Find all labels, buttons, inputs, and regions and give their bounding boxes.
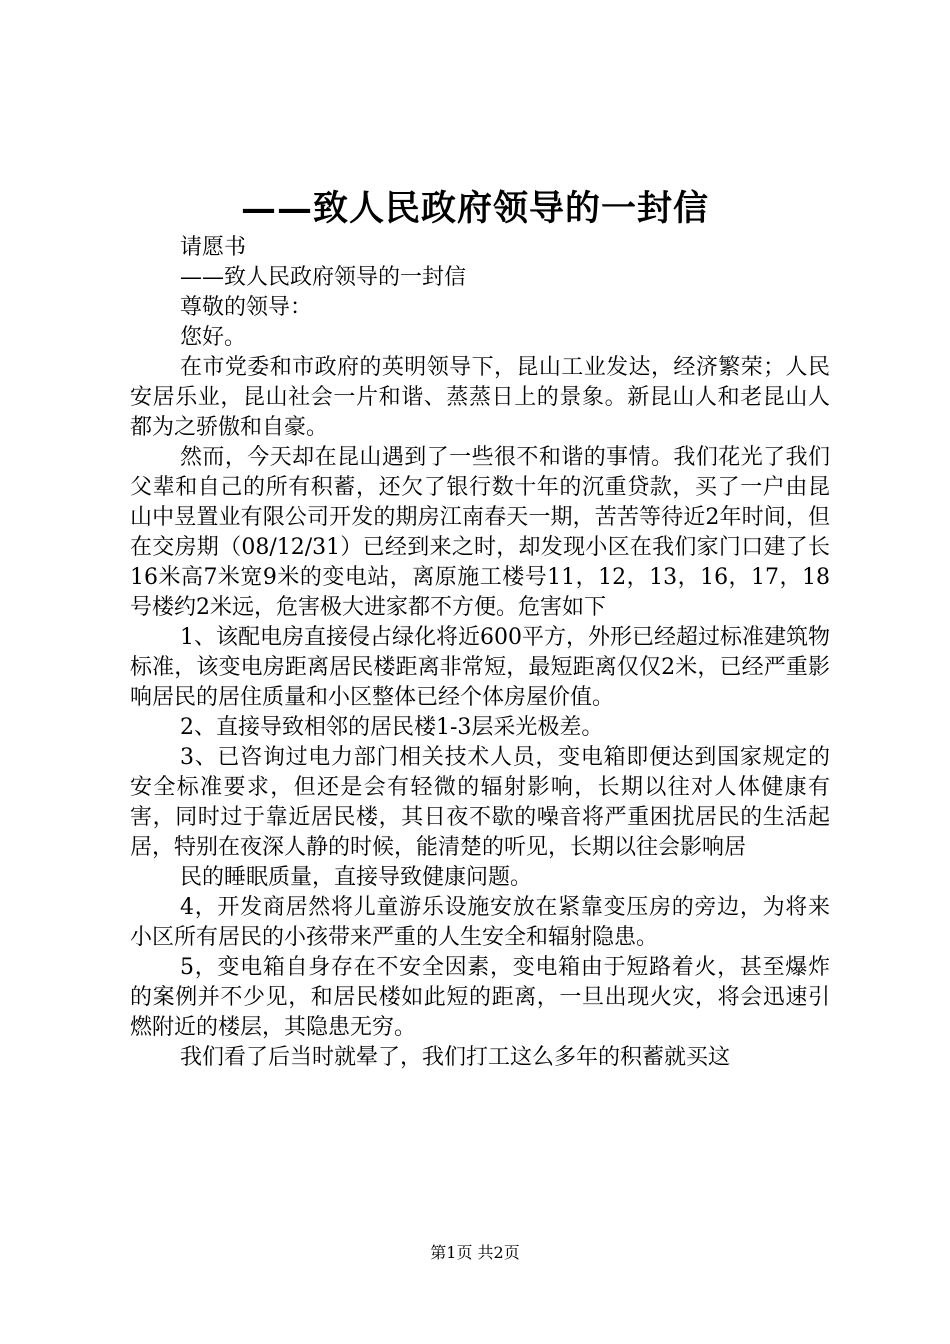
paragraph: 3、已咨询过电力部门相关技术人员，变电箱即便达到国家规定的安全标准要求，但还是会有轻微的辐射影响，长期以往对人体健康有害，同时过于靠近居民楼，其日夜不歇的噪音将严重困扰居民的生活起居，特别在夜深人静的时候，能清楚的听见，长期以往会影响居 bbox=[130, 745, 830, 860]
document-body bbox=[130, 233, 830, 1073]
document-title: ——致人民政府领导的一封信 bbox=[240, 188, 709, 229]
paragraph: 我们看了后当时就晕了，我们打工这么多年的积蓄就买这 bbox=[180, 1045, 731, 1070]
paragraph-heading: 请愿书 bbox=[180, 235, 247, 260]
paragraph: 在市党委和市政府的英明领导下，昆山工业发达，经济繁荣；人民安居乐业，昆山社会一片和谐、蒸蒸日上的景象。新昆山人和老昆山人都为之骄傲和自豪。 bbox=[130, 355, 830, 440]
paragraph: 然而，今天却在昆山遇到了一些很不和谐的事情。我们花光了我们父辈和自己的所有积蓄，还欠了银行数十年的沉重贷款，买了一户由昆山中昱置业有限公司开发的期房江南春天一期，苦苦等待近2年时间，但在交房期（08/12/31）已经到来之时，却发现小区在我们家门口建了长16米高7米宽9米的变电站，离原施工楼号11，12，13，16，17，18号楼约2米远，危害极大进家都不方便。危害如下 bbox=[130, 445, 830, 620]
paragraph-greeting: 您好。 bbox=[180, 325, 247, 350]
page-footer: 第1页 共2页 bbox=[430, 1243, 520, 1262]
paragraph: 4，开发商居然将儿童游乐设施安放在紧靠变压房的旁边，为将来小区所有居民的小孩带来严重的人生安全和辐射隐患。 bbox=[130, 895, 830, 950]
paragraph-salutation: 尊敬的领导： bbox=[180, 295, 313, 320]
paragraph-subtitle: ——致人民政府领导的一封信 bbox=[180, 265, 467, 290]
paragraph: 5，变电箱自身存在不安全因素，变电箱由于短路着火，甚至爆炸的案例并不少见，和居民楼如此短的距离，一旦出现火灾，将会迅速引燃附近的楼层，其隐患无穷。 bbox=[130, 955, 830, 1040]
paragraph: 1、该配电房直接侵占绿化将近600平方，外形已经超过标准建筑物标准，该变电房距离居民楼距离非常短，最短距离仅仅2米，已经严重影响居民的居住质量和小区整体已经个体房屋价值。 bbox=[130, 625, 830, 710]
paragraph: 2、直接导致相邻的居民楼1-3层采光极差。 bbox=[180, 715, 604, 740]
paragraph: 民的睡眠质量，直接导致健康问题。 bbox=[180, 865, 533, 890]
